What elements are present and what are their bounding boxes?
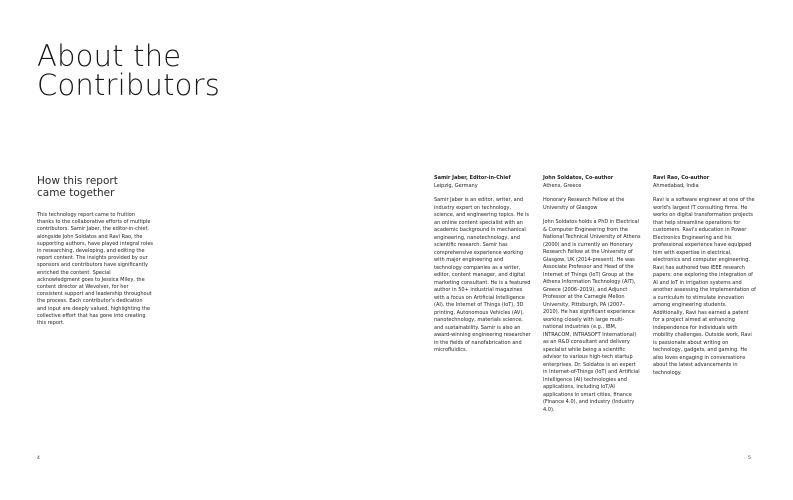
contributor-ravi-rao	[653, 175, 757, 384]
intro-paragraph: This technology report came to fruition thanks to the collaborative efforts of multiple contributors. Samir Jaber, the editor-in-chief, alongside John Soldatos and Ravi Rao, the supporting authors, have played integral roles in researching, developing, and editing the report content. The insights provided by our sponsors and contributors have significantly enriched the content. Special acknowledgment goes to Jessica Miley, the content director at Wevolver, for her consistent support and leadership throughout the process. Each contributor's dedication and input are deeply valued, highlighting the collective effort that has gone into creating this report.	[37, 212, 154, 327]
contributor-location: Ahmedabad, India	[653, 182, 699, 189]
contributor-bio: John Soldatos holds a PhD in Electrical & Computer Engineering from the National Technical University of Athens (2000) and is currently an Honorary Research Fellow at the University of Glasgow, UK (2014-present). He was Associate Professor and Head of the Internet of Things (IoT) Group at the Athens Information Technology (AIT), Greece (2006–2019), and Adjunct Professor at the Carnegie Mellon University, Pittsburgh, PA (2007–2010). He has significant experience working closely with large multi-national industries (e.g., IBM, INTRACOM, INTRASOFT International) as an R&D consultant and delivery specialist while being a scientific advisor to various high-tech startup enterprises. Dr. Soldatos is an expert in Internet-of-Things (IoT) and Artificial Intelligence (AI) technologies and applications, including IoT/AI applications in smart cities, finance (Finance 4.0), and industry (Industry 4.0).	[543, 219, 641, 413]
contributor-affiliation: Honorary Research Fellow at the University of Glasgow	[543, 197, 625, 211]
page-title-line-1: About the	[37, 39, 182, 73]
contributor-bio: Ravi is a software engineer at one of the world's largest IT consulting firms. He works on digital transformation projects that help streamline operations for customers. Ravi's education in Power Electronics Engineering and his professional experience have equipped him with expertise in electrical, electronics and computer engineering. Ravi has authored two IEEE research papers: one exploring the integration of AI and IoT in irrigation systems and another assessing the implementation of a curriculum to stimulate innovation among engineering students. Additionally, Ravi has earned a patent for a project aimed at enhancing independence for individuals with mobility challenges. Outside work, Ravi is passionate about writing on technology, gadgets, and gaming. He also loves engaging in conversations about the latest advancements in technology.	[653, 197, 756, 376]
contributor-samir-jaber	[434, 175, 532, 362]
section-heading-line-1: How this report	[37, 175, 118, 187]
contributor-location: Leipzig, Germany	[434, 182, 478, 189]
page-title-line-2: Contributors	[37, 68, 221, 102]
contributor-location: Athens, Greece	[543, 182, 582, 189]
contributor-name: Ravi Rao, Co-author	[653, 175, 710, 181]
contributor-john-soldatos	[543, 175, 641, 421]
page-number-left: 4	[37, 456, 40, 461]
page-title	[37, 39, 221, 102]
contributor-name: John Soldatos, Co-author	[543, 175, 614, 181]
section-heading	[37, 176, 187, 199]
page-number-right: 5	[748, 456, 751, 461]
contributor-bio: Samir Jaber is an editor, writer, and industry expert on technology, science, and engineering topics. He is an online content specialist with an academic background in mechanical engineering, nanotechnology, and scientific research. Samir has comprehensive experience working with major engineering and technology companies as a writer, editor, content manager, and digital marketing consultant. He is a featured author in 50+ industrial magazines with a focus on Artificial Intelligence (AI), the Internet of Things (IoT), 3D printing, Autonomous Vehicles (AV), nanotechnology, materials science, and sustainability. Samir is also an award-winning engineering researcher in the fields of nanofabrication and microfluidics.	[434, 197, 531, 353]
section-heading-line-2: came together	[37, 186, 115, 199]
contributor-name: Samir Jaber, Editor-in-Chief	[434, 175, 511, 181]
